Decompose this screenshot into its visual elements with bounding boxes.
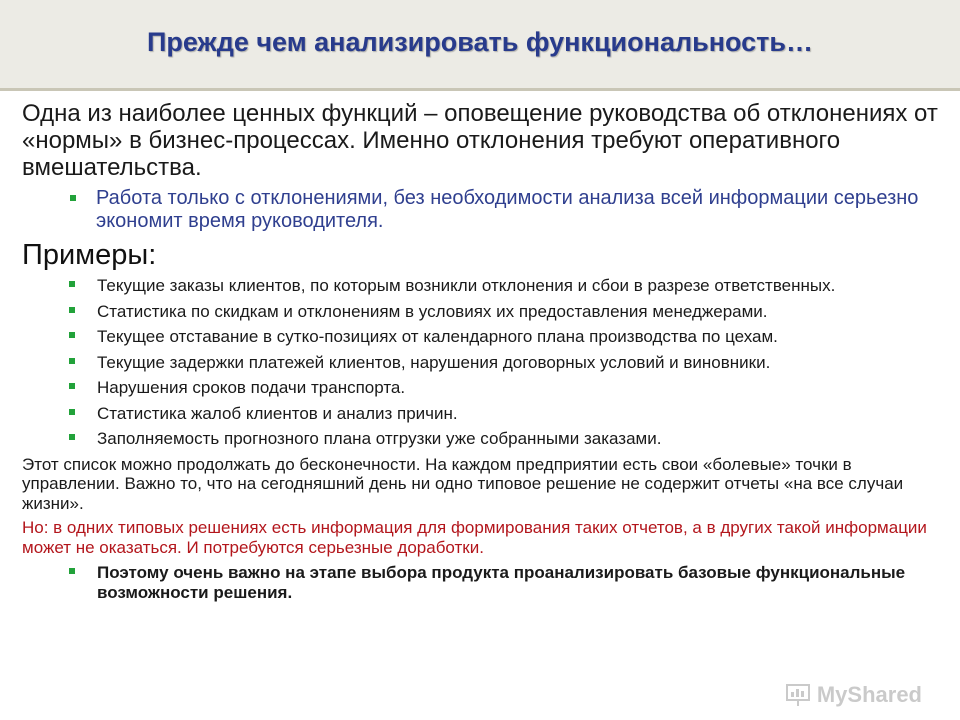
continuation-paragraph: Этот список можно продолжать до бесконечности. На каждом предприятии есть свои «болевые» точки в управлении. Важно то, что на сегодняшний день ни одно типовое решение не содержит отчеты «на все случаи жизни».: [22, 454, 904, 513]
watermark: [785, 682, 922, 708]
examples-list: [22, 276, 942, 449]
sub-item-text: Работа только с отклонениями, без необходимости анализа всей информации серьезно экономит время руководителя.: [96, 187, 919, 232]
list-item-text: Текущее отставание в сутко-позициях от календарного плана производства по цехам.: [97, 327, 778, 346]
conclusion-item: [22, 563, 942, 602]
presentation-icon: [785, 682, 811, 708]
examples-heading: Примеры:: [22, 239, 157, 271]
intro-text: Одна из наиболее ценных функций – оповещение руководства об отклонениях от «нормы» в бизнес-процессах. Именно отклонения требуют оперативного вмешательства.: [22, 100, 938, 181]
list-item-text: Заполняемость прогнозного плана отгрузки уже собранными заказами.: [97, 429, 662, 448]
list-item: [22, 302, 942, 322]
list-item-text: Текущие заказы клиентов, по которым возникли отклонения и сбои в разрезе ответственных.: [97, 276, 836, 295]
list-item-text: Нарушения сроков подачи транспорта.: [97, 378, 406, 397]
bullet-square-icon: [69, 281, 75, 287]
bullet-square-icon: [69, 409, 75, 415]
bullet-square-icon: [69, 358, 75, 364]
bullet-square-icon: [69, 332, 75, 338]
title-bar: [0, 0, 960, 91]
list-item: [22, 378, 942, 398]
list-item-text: Текущие задержки платежей клиентов, нарушения договорных условий и виновники.: [97, 352, 771, 372]
sub-item: [96, 187, 942, 233]
bullet-square-icon: [69, 307, 75, 313]
list-item: [22, 404, 942, 424]
list-item: [22, 353, 942, 373]
watermark-text: MyShared: [816, 682, 922, 707]
list-item-text: Статистика по скидкам и отклонениям в условиях их предоставления менеджерами.: [97, 301, 768, 321]
bullet-square-icon: [69, 568, 75, 574]
bullet-square-icon: [69, 383, 75, 389]
slide-title: Прежде чем анализировать функциональность…: [147, 27, 813, 57]
conclusion-text: Поэтому очень важно на этапе выбора продукта проанализировать базовые функциональные возможности решения.: [97, 563, 906, 602]
warning-paragraph: Но: в одних типовых решениях есть информация для формирования таких отчетов, а в других такой информации может не оказаться. И потребуются серьезные доработки.: [22, 518, 927, 557]
list-item: [22, 276, 942, 296]
bullet-square-icon: [70, 195, 76, 201]
list-item-text: Статистика жалоб клиентов и анализ причин.: [97, 403, 458, 423]
bullet-square-icon: [69, 434, 75, 440]
list-item: [22, 327, 942, 347]
slide-content: [22, 100, 942, 608]
list-item: [22, 429, 942, 449]
